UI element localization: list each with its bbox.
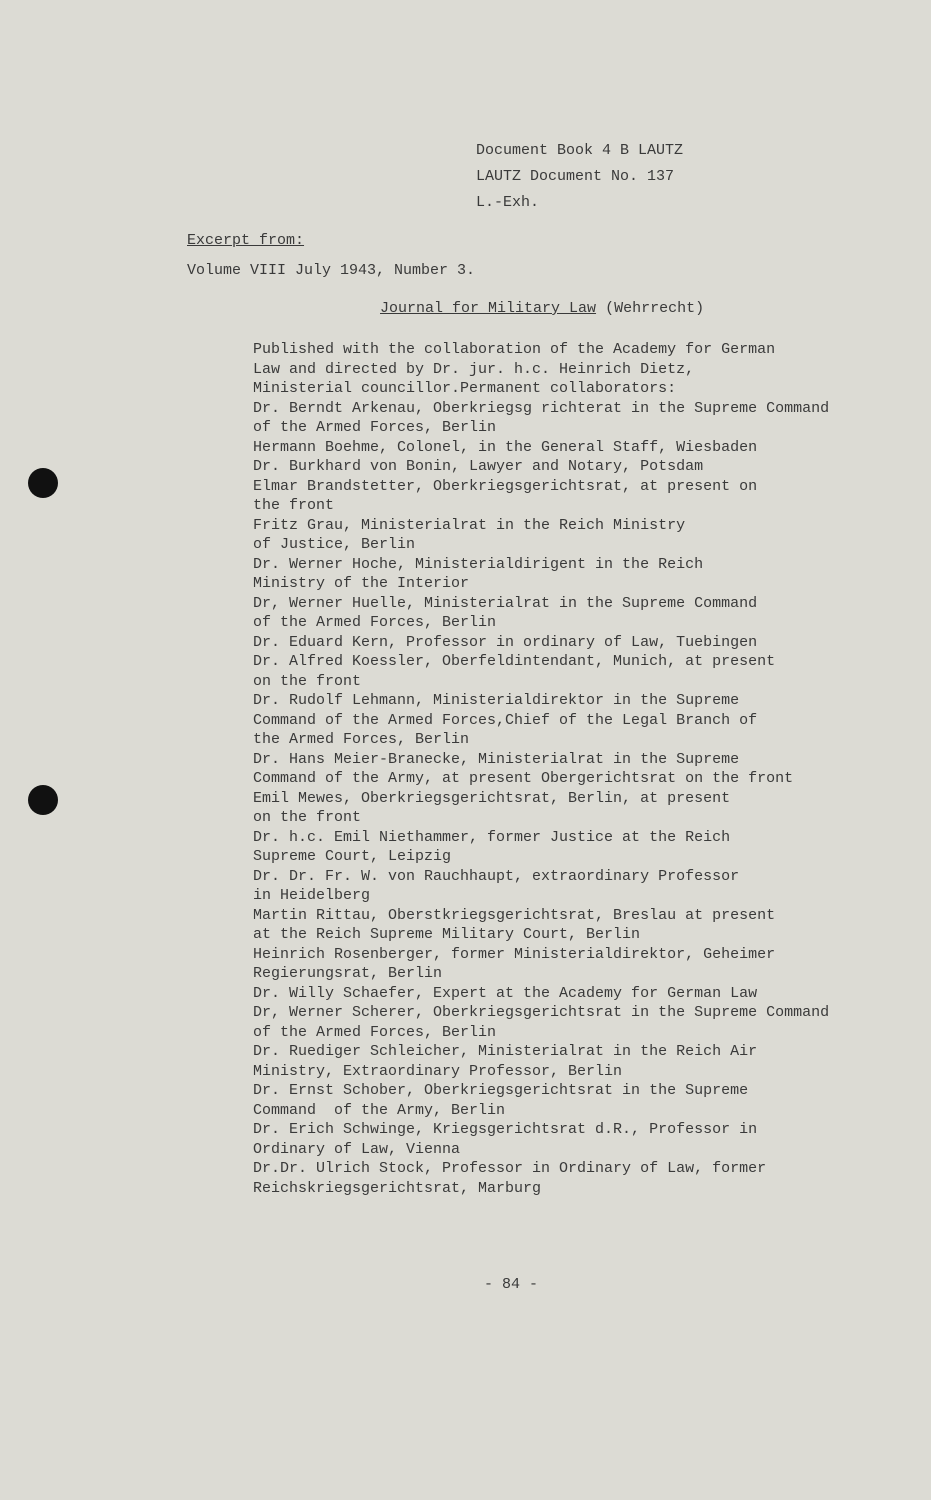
text-line: Command of the Armed Forces,Chief of the Legal Branch of bbox=[253, 711, 758, 729]
text-line: Published with the collaboration of the Academy for German bbox=[253, 341, 776, 358]
journal-heading bbox=[380, 300, 704, 317]
text-line: of the Armed Forces, Berlin bbox=[253, 419, 497, 436]
document-header bbox=[476, 138, 683, 216]
text-line: Dr, Werner Scherer, Oberkriegsgerichtsrat in the Supreme Command bbox=[253, 1004, 830, 1021]
text-line: Ministry, Extraordinary Professor, Berlin bbox=[253, 1062, 623, 1080]
text-line: of the Armed Forces, Berlin bbox=[253, 614, 497, 631]
text-line: Dr.Dr. Ulrich Stock, Professor in Ordinary of Law, former bbox=[253, 1160, 767, 1177]
text-line: Regierungsrat, Berlin bbox=[253, 965, 443, 982]
header-line-exhibit: L.-Exh. bbox=[476, 194, 540, 211]
text-line: Dr. Werner Hoche, Ministerialdirigent in the Reich bbox=[253, 555, 704, 573]
text-line: Dr. Hans Meier-Branecke, Ministerialrat in the Supreme bbox=[253, 750, 740, 768]
journal-title: Journal for Military Law bbox=[380, 300, 597, 317]
text-line: Martin Rittau, Oberstkriegsgerichtsrat, Breslau at present bbox=[253, 906, 776, 924]
text-line: in Heidelberg bbox=[253, 887, 371, 904]
text-line: Dr. Willy Schaefer, Expert at the Academy for German Law bbox=[253, 984, 758, 1002]
text-line: Dr. Alfred Koessler, Oberfeldintendant, Munich, at present bbox=[253, 653, 776, 670]
text-line: the Armed Forces, Berlin bbox=[253, 731, 470, 748]
text-line: Supreme Court, Leipzig bbox=[253, 848, 452, 865]
text-line: Command of the Army, Berlin bbox=[253, 1101, 506, 1119]
text-line: Command of the Army, at present Obergerichtsrat on the front bbox=[253, 770, 794, 787]
text-line: Reichskriegsgerichtsrat, Marburg bbox=[253, 1179, 542, 1197]
text-line: Law and directed by Dr. jur. h.c. Heinrich Dietz, bbox=[253, 360, 695, 378]
excerpt-label: Excerpt from: bbox=[187, 232, 305, 249]
text-line: on the front bbox=[253, 672, 362, 690]
text-line: Dr. Rudolf Lehmann, Ministerialdirektor in the Supreme bbox=[253, 692, 740, 709]
text-line: Dr. h.c. Emil Niethammer, former Justice at the Reich bbox=[253, 828, 731, 846]
text-line: Dr. Dr. Fr. W. von Rauchhaupt, extraordinary Professor bbox=[253, 867, 740, 885]
text-line: Dr. Eduard Kern, Professor in ordinary of Law, Tuebingen bbox=[253, 633, 758, 651]
text-line: Fritz Grau, Ministerialrat in the Reich Ministry bbox=[253, 516, 686, 534]
journal-subtitle: (Wehrrecht) bbox=[605, 300, 705, 317]
text-line: at the Reich Supreme Military Court, Berlin bbox=[253, 926, 641, 943]
header-line-document-number: LAUTZ Document No. 137 bbox=[476, 168, 675, 185]
page-number: - 84 - bbox=[484, 1276, 539, 1293]
punch-hole-bottom bbox=[28, 785, 58, 815]
volume-line: Volume VIII July 1943, Number 3. bbox=[187, 262, 476, 279]
text-line: Heinrich Rosenberger, former Ministerialdirektor, Geheimer bbox=[253, 945, 776, 963]
text-line: Ministerial councillor.Permanent collaborators: bbox=[253, 380, 677, 397]
text-line: on the front bbox=[253, 809, 362, 826]
text-line: Ordinary of Law, Vienna bbox=[253, 1140, 461, 1158]
text-line: the front bbox=[253, 497, 335, 514]
text-line: Dr. Berndt Arkenau, Oberkriegsg richterat in the Supreme Command bbox=[253, 399, 830, 417]
header-line-book: Document Book 4 B LAUTZ bbox=[476, 142, 684, 159]
text-line: Dr. Ernst Schober, Oberkriegsgerichtsrat in the Supreme bbox=[253, 1082, 749, 1099]
text-line: Ministry of the Interior bbox=[253, 575, 470, 592]
text-line: Hermann Boehme, Colonel, in the General Staff, Wiesbaden bbox=[253, 438, 758, 456]
text-line: Dr. Ruediger Schleicher, Ministerialrat in the Reich Air bbox=[253, 1043, 758, 1060]
text-line: of the Armed Forces, Berlin bbox=[253, 1023, 497, 1041]
text-line: Emil Mewes, Oberkriegsgerichtsrat, Berlin, at present bbox=[253, 789, 731, 807]
text-line: Dr. Burkhard von Bonin, Lawyer and Notary, Potsdam bbox=[253, 458, 704, 475]
text-line: Elmar Brandstetter, Oberkriegsgerichtsrat, at present on bbox=[253, 477, 758, 495]
punch-hole-top bbox=[28, 468, 58, 498]
text-line: Dr, Werner Huelle, Ministerialrat in the Supreme Command bbox=[253, 594, 758, 612]
text-line: Dr. Erich Schwinge, Kriegsgerichtsrat d.R., Professor in bbox=[253, 1121, 758, 1138]
collaborators-text bbox=[253, 340, 883, 1198]
text-line: of Justice, Berlin bbox=[253, 536, 416, 553]
